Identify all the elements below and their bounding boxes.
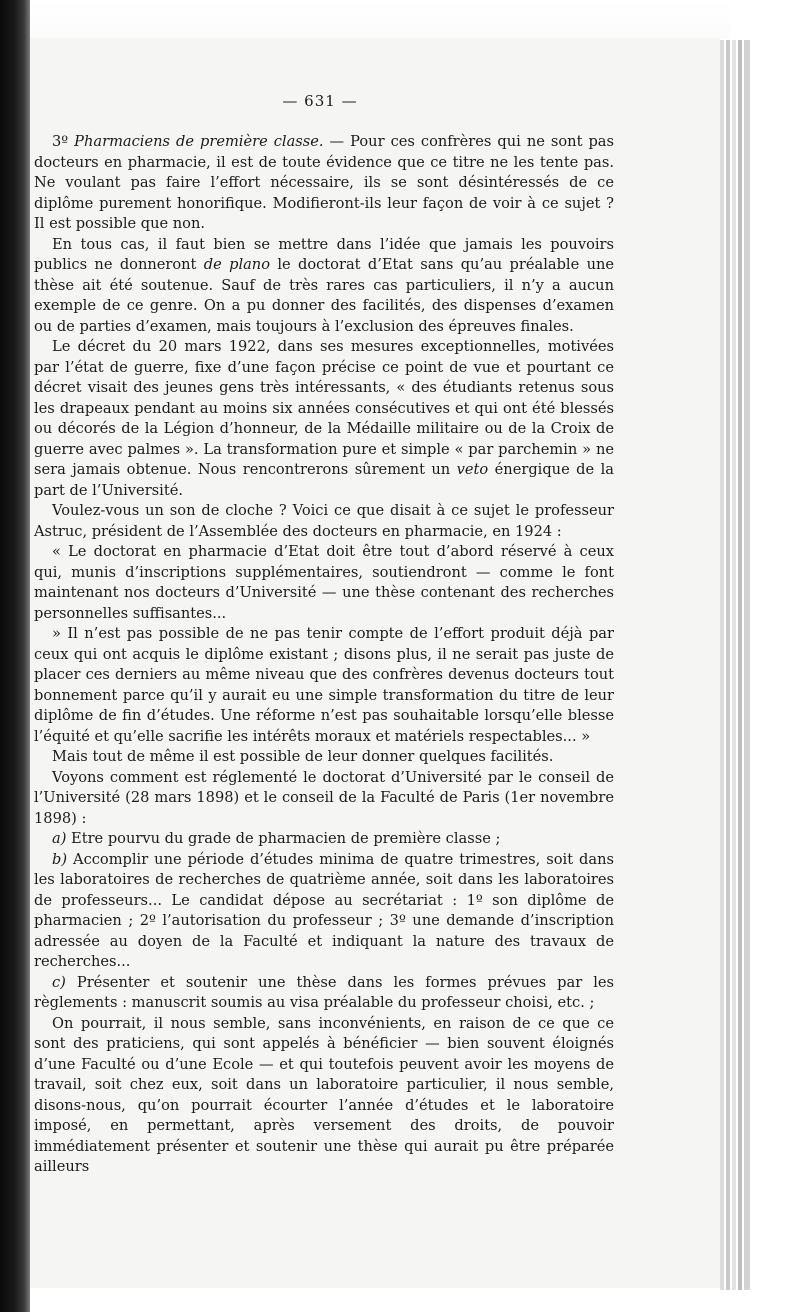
right-margin [750,0,800,1312]
paragraph: Mais tout de même il est possible de leur donner quelques facilités. [52,748,554,765]
paragraph: 3º Pharmaciens de première classe. — Pour ces confrères qui ne sont pas docteurs en pharmacie, il est de toute évidence que ce titre ne les tente pas. Ne voulant pas faire l’effort nécessaire, ils se sont désintéressés de ce diplôme purement honorifique. Modifieront-ils leur façon de voir à ce sujet ? Il est possible que non. [34,133,614,232]
list-label: a) [52,830,67,847]
page-number: — 631 — [282,92,358,110]
quotation-paragraph: » Il n’est pas possible de ne pas tenir compte de l’effort produit déjà par ceux qui ont acquis le diplôme existant ; disons plus, il ne serait pas juste de placer ces derniers au même niveau que des confrères devenus docteurs tout bonnement parce qu’il y aurait eu une simple transformation du titre de leur diplôme de fin d’études. Une réforme n’est pas souhaitable lorsqu’elle blesse l’équité et qu’elle sacrifie les intérêts moraux et matériels respectables... » [34,625,614,745]
list-item: a) Etre pourvu du grade de pharmacien de première classe ; [52,830,501,847]
paragraph: Voyons comment est réglementé le doctorat d’Université par le conseil de l’Université (28 mars 1898) et le conseil de la Faculté de Paris (1er novembre 1898) : [34,768,614,827]
paragraph: En tous cas, il faut bien se mettre dans l’idée que jamais les pouvoirs publics ne donneront de plano le doctorat d’Etat sans qu’au préalable une thèse ait été soutenue. Sauf de très rares cas particuliers, il n’y a aucun exemple de ce genre. On a pu donner des facilités, des dispenses d’examen ou de parties d’examen, mais toujours à l’exclusion des épreuves finales. [34,235,614,335]
list-label: c) [52,973,66,991]
list-item: c) Présenter et soutenir une thèse dans les formes prévues par les règlements : manuscrit soumis au visa préalable du professeur choisi, etc. ; [34,973,614,1011]
quotation-paragraph: « Le doctorat en pharmacie d’Etat doit être tout d’abord réservé à ceux qui, munis d’inscriptions supplémentaires, soutiendront — comme le font maintenant nos docteurs d’Université — une thèse contenant des recherches personnelles suffisantes... [34,543,614,622]
italic-phrase: veto [456,461,489,478]
paragraph: Le décret du 20 mars 1922, dans ses mesures exceptionnelles, motivées par l’état de guerre, fixe d’une façon précise ce point de vue et pourtant ce décret visait des jeunes gens très intéressants, « des étudiants retenus sous les drapeaux pendant au moins six années consécutives et qui ont été blessés ou décorés de la Légion d’honneur, de la Médaille militaire ou de la Croix de guerre avec palmes ». La transformation pure et simple « par parchemin » ne sera jamais obtenue. Nous rencontrerons sûrement un veto énergique de la part de l’Université. [34,338,614,499]
italic-phrase: de plano [203,256,270,273]
paragraph: Voulez-vous un son de cloche ? Voici ce que disait à ce sujet le professeur Astruc, président de l’Assemblée des docteurs en pharmacie, en 1924 : [34,502,614,540]
section-heading: Pharmaciens de première classe. [74,133,324,150]
page-edge [738,40,742,1290]
list-item: b) Accomplir une période d’études minima de quatre trimestres, soit dans les laboratoires de recherches de quatrième année, soit dans les laboratoires de professeurs... Le candidat dépose au secrétariat : 1º son diplôme de pharmacien ; 2º l’autorisation du professeur ; 3º une demande d’inscription adressée au doyen de la Faculté et indiquant la nature des travaux de recherches... [34,850,614,970]
list-label: b) [52,850,68,868]
page-edge [720,40,724,1290]
body-text [34,92,614,1178]
book-spine [0,0,30,1312]
list-number: 3º [52,133,75,150]
paragraph: On pourrait, il nous semble, sans inconvénients, en raison de ce que ce sont des praticiens, qui sont appelés à bénéficier — bien souvent éloignés d’une Faculté ou d’une Ecole — et qui toutefois peuvent avoir les moyens de travail, soit chez eux, soit dans un laboratoire particulier, il nous semble, disons-nous, qu’on pourrait écourter l’année d’études et le laboratoire imposé, en permettant, après versement des droits, de pouvoir immédiatement présenter et soutenir une thèse qui aurait pu être préparée ailleurs [34,1014,614,1175]
page-edge [726,40,730,1290]
top-margin [30,0,730,38]
page-edge [732,40,736,1290]
